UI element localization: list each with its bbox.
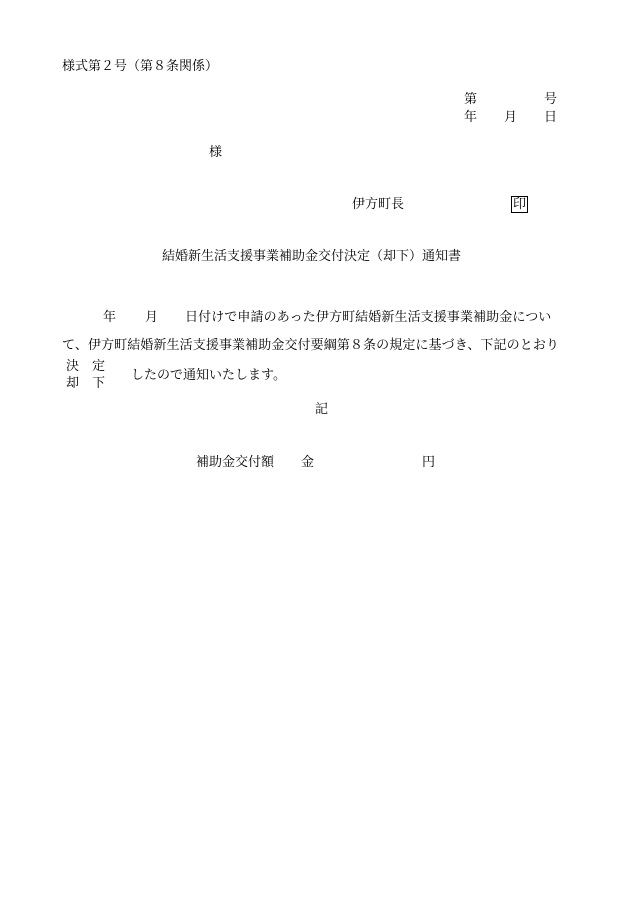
- amount-unit: 円: [422, 455, 436, 470]
- date-month: 月: [504, 110, 518, 125]
- record-heading: 記: [315, 402, 329, 417]
- seal-stamp: 印: [513, 197, 527, 212]
- body-year: 年: [103, 310, 117, 325]
- sender-title: 伊方町長: [352, 197, 405, 212]
- amount-prefix: 金: [301, 455, 315, 470]
- body-line-1: 日付けで申請のあった伊方町結婚新生活支援事業補助金につい: [185, 310, 552, 325]
- date-year: 年: [464, 110, 478, 125]
- body-line-3: したので通知いたします。: [131, 368, 286, 383]
- choice-reject: 却 下: [66, 376, 106, 391]
- date-day: 日: [544, 110, 558, 125]
- choice-approve: 決 定: [66, 359, 106, 374]
- doc-number-suffix: 号: [544, 92, 558, 107]
- addressee-honorific: 様: [209, 145, 223, 160]
- doc-number-prefix: 第: [464, 92, 478, 107]
- form-number: 様式第２号（第８条関係）: [62, 59, 219, 74]
- seal-mark: [511, 196, 528, 213]
- document-title: 結婚新生活支援事業補助金交付決定（却下）通知書: [162, 249, 462, 264]
- body-line-2: て、伊方町結婚新生活支援事業補助金交付要綱第８条の規定に基づき、下記のとおり: [62, 338, 560, 353]
- amount-label: 補助金交付額: [196, 455, 275, 470]
- body-month: 月: [145, 310, 159, 325]
